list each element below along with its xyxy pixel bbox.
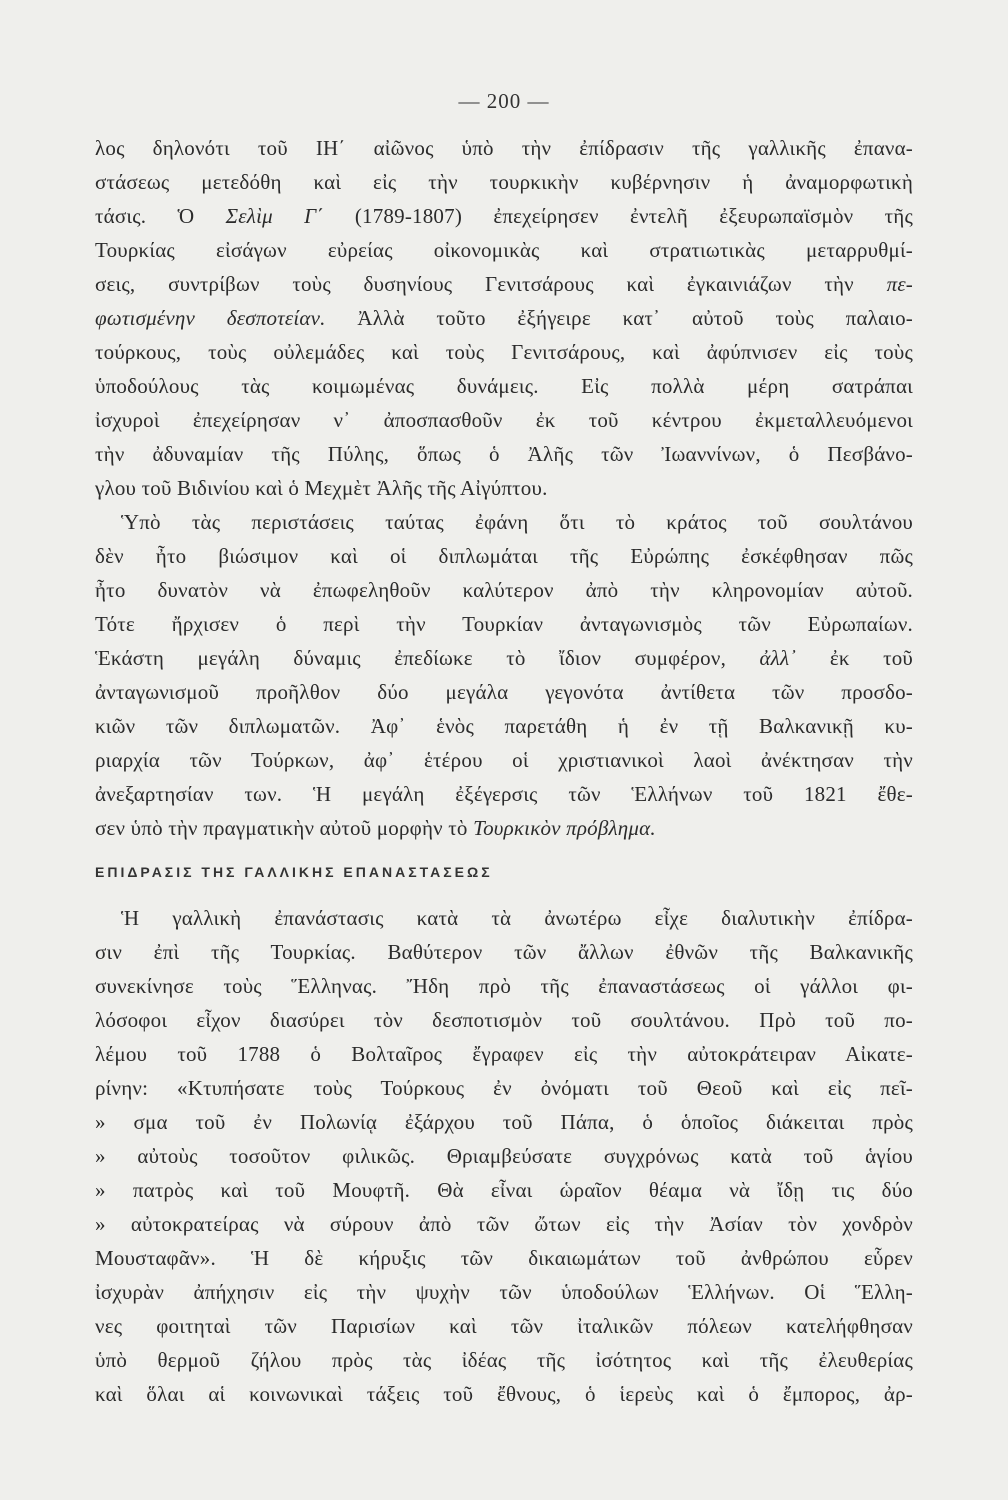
- italic-text: ἀλλ᾿: [759, 646, 797, 670]
- text-run: γλου τοῦ Βιδινίου καὶ ὁ Μεχμὲτ Ἀλῆς τῆς Αἰγύπτου.: [95, 476, 548, 500]
- text-run: ριαρχία τῶν Τούρκων, ἀφ᾿ ἑτέρου οἱ χριστιανικοὶ λαοὶ ἀνέκτησαν τὴν: [95, 748, 913, 772]
- text-run: » αὐτοὺς τοσοῦτον φιλικῶς. Θριαμβεύσατε συγχρόνως κατὰ τοῦ ἁγίου: [95, 1144, 913, 1168]
- text-line: [95, 1003, 913, 1037]
- text-line: [95, 1377, 913, 1411]
- text-line: [95, 403, 913, 437]
- text-run: σεν ὑπὸ τὴν πραγματικὴν αὐτοῦ μορφὴν τὸ: [95, 816, 474, 840]
- text-line: [95, 369, 913, 403]
- text-line: [95, 1105, 913, 1139]
- section-heading: ΕΠΙΔΡΑΣΙΣ ΤΗΣ ΓΑΛΛΙΚΗΣ ΕΠΑΝΑΣΤΑΣΕΩΣ: [95, 864, 493, 880]
- text-run: σιν ἐπὶ τῆς Τουρκίας. Βαθύτερον τῶν ἄλλων ἐθνῶν τῆς Βαλκανικῆς: [95, 940, 913, 964]
- text-run: τάσις. Ὁ: [95, 204, 226, 228]
- text-body: [95, 131, 913, 1411]
- text-line: [95, 641, 913, 675]
- text-run: Τότε ἤρχισεν ὁ περὶ τὴν Τουρκίαν ἀνταγωνισμὸς τῶν Εὐρωπαίων.: [95, 612, 913, 636]
- text-line: [95, 1241, 913, 1275]
- text-run: Ὑπὸ τὰς περιστάσεις ταύτας ἐφάνη ὅτι τὸ κράτος τοῦ σουλτάνου: [121, 510, 913, 534]
- text-run: ἰσχυροὶ ἐπεχείρησαν ν᾿ ἀποσπασθοῦν ἐκ τοῦ κέντρου ἐκμεταλλευόμενοι: [95, 408, 913, 432]
- text-run: Ἀλλὰ τοῦτο ἐξήγειρε κατ᾿ αὐτοῦ τοὺς παλαιο-: [325, 306, 913, 330]
- text-line: [95, 539, 913, 573]
- page-number: — 200 —: [458, 89, 550, 113]
- text-line: [95, 1037, 913, 1071]
- text-run: καὶ ὅλαι αἱ κοινωνικαὶ τάξεις τοῦ ἔθνους, ὁ ἱερεὺς καὶ ὁ ἔμπορος, ἀρ-: [95, 1382, 913, 1406]
- text-run: συνεκίνησε τοὺς Ἕλληνας. Ἤδη πρὸ τῆς ἐπαναστάσεως οἱ γάλλοι φι-: [95, 974, 913, 998]
- text-line: [95, 1343, 913, 1377]
- text-run: ὑπὸ θερμοῦ ζήλου πρὸς τὰς ἰδέας τῆς ἰσότητος καὶ τῆς ἐλευθερίας: [95, 1348, 913, 1372]
- text-run: ἰσχυρὰν ἀπήχησιν εἰς τὴν ψυχὴν τῶν ὑποδούλων Ἑλλήνων. Οἱ Ἕλλη-: [95, 1280, 913, 1304]
- italic-text: Σελὶμ Γ΄: [225, 204, 324, 228]
- text-run: νες φοιτηταὶ τῶν Παρισίων καὶ τῶν ἰταλικῶν πόλεων κατελήφθησαν: [95, 1314, 913, 1338]
- text-line: [95, 1207, 913, 1241]
- text-line: [95, 777, 913, 811]
- text-line: [95, 131, 913, 165]
- text-run: λόσοφοι εἶχον διασύρει τὸν δεσποτισμὸν τοῦ σουλτάνου. Πρὸ τοῦ πο-: [95, 1008, 913, 1032]
- text-line: [95, 505, 913, 539]
- text-line: [95, 267, 913, 301]
- text-line: [95, 233, 913, 267]
- text-line: [95, 573, 913, 607]
- text-line: [95, 1071, 913, 1105]
- text-run: ἦτο δυνατὸν νὰ ἐπωφεληθοῦν καλύτερον ἀπὸ τὴν κληρονομίαν αὐτοῦ.: [95, 578, 913, 602]
- text-run: Τουρκίας εἰσάγων εὐρείας οἰκονομικὰς καὶ στρατιωτικὰς μεταρρυθμί-: [95, 238, 913, 262]
- text-run: δὲν ἦτο βιώσιμον καὶ οἱ διπλωμάται τῆς Εὐρώπης ἐσκέφθησαν πῶς: [95, 544, 913, 568]
- text-run: (1789-1807) ἐπεχείρησεν ἐντελῆ ἐξευρωπαϊσμὸν τῆς: [323, 204, 914, 228]
- italic-text: Τουρκικὸν πρόβλημα.: [473, 816, 656, 840]
- italic-text: φωτισμένην δεσποτείαν.: [95, 306, 326, 330]
- paragraph: [95, 505, 913, 845]
- text-run: τούρκους, τοὺς οὐλεμάδες καὶ τοὺς Γενιτσάρους, καὶ ἀφύπνισεν εἰς τοὺς: [95, 340, 913, 364]
- text-run: στάσεως μετεδόθη καὶ εἰς τὴν τουρκικὴν κυβέρνησιν ἡ ἀναμορφωτικὴ: [95, 170, 913, 194]
- text-run: ἀνταγωνισμοῦ προῆλθον δύο μεγάλα γεγονότα ἀντίθετα τῶν προσδο-: [95, 680, 913, 704]
- text-line: [95, 199, 913, 233]
- paragraph: [95, 131, 913, 505]
- text-line: [95, 471, 913, 505]
- text-line: [95, 301, 913, 335]
- text-line: [95, 935, 913, 969]
- text-run: Μουσταφᾶν». Ἡ δὲ κήρυξις τῶν δικαιωμάτων τοῦ ἀνθρώπου εὗρεν: [95, 1246, 913, 1270]
- text-run: σεις, συντρίβων τοὺς δυσηνίους Γενιτσάρους καὶ ἐγκαινιάζων τὴν: [95, 272, 887, 296]
- text-line: [95, 709, 913, 743]
- text-line: [95, 1173, 913, 1207]
- text-run: » πατρὸς καὶ τοῦ Μουφτῆ. Θὰ εἶναι ὡραῖον θέαμα νὰ ἴδῃ τις δύο: [95, 1178, 913, 1202]
- italic-text: πε-: [886, 272, 913, 296]
- text-run: ἐκ τοῦ: [796, 646, 914, 670]
- text-line: [95, 437, 913, 471]
- text-run: Ἑκάστη μεγάλη δύναμις ἐπεδίωκε τὸ ἴδιον συμφέρον,: [95, 646, 760, 670]
- text-run: Ἡ γαλλικὴ ἐπανάστασις κατὰ τὰ ἀνωτέρω εἶχε διαλυτικὴν ἐπίδρα-: [121, 906, 913, 930]
- text-run: ρίνην: «Κτυπήσατε τοὺς Τούρκους ἐν ὀνόματι τοῦ Θεοῦ καὶ εἰς πεῖ-: [95, 1076, 913, 1100]
- text-run: λέμου τοῦ 1788 ὁ Βολταῖρος ἔγραφεν εἰς τὴν αὐτοκράτειραν Αἰκατε-: [95, 1042, 913, 1066]
- text-run: τὴν ἀδυναμίαν τῆς Πύλης, ὅπως ὁ Ἀλῆς τῶν Ἰωαννίνων, ὁ Πεσβάνο-: [95, 442, 913, 466]
- text-line: [95, 811, 913, 845]
- text-line: [95, 969, 913, 1003]
- text-line: [95, 335, 913, 369]
- text-run: λος δηλονότι τοῦ ΙΗ΄ αἰῶνος ὑπὸ τὴν ἐπίδρασιν τῆς γαλλικῆς ἐπανα-: [95, 136, 913, 160]
- text-line: [95, 1309, 913, 1343]
- text-run: ὑποδούλους τὰς κοιμωμένας δυνάμεις. Εἰς πολλὰ μέρη σατράπαι: [95, 374, 913, 398]
- paragraph: [95, 901, 913, 1411]
- text-run: ἀνεξαρτησίαν των. Ἡ μεγάλη ἐξέγερσις τῶν Ἑλλήνων τοῦ 1821 ἔθε-: [95, 782, 913, 806]
- text-line: [95, 675, 913, 709]
- text-run: κιῶν τῶν διπλωματῶν. Ἀφ᾿ ἑνὸς παρετάθη ἡ ἐν τῇ Βαλκανικῇ κυ-: [95, 714, 913, 738]
- text-line: [95, 1139, 913, 1173]
- text-line: [95, 901, 913, 935]
- text-line: [95, 1275, 913, 1309]
- text-run: » αὐτοκρατείρας νὰ σύρουν ἀπὸ τῶν ὤτων εἰς τὴν Ἀσίαν τὸν χονδρὸν: [95, 1212, 913, 1236]
- text-line: [95, 743, 913, 777]
- text-line: [95, 607, 913, 641]
- text-line: [95, 165, 913, 199]
- text-run: » σμα τοῦ ἐν Πολωνίᾳ ἐξάρχου τοῦ Πάπα, ὁ ὁποῖος διάκειται πρὸς: [95, 1110, 913, 1134]
